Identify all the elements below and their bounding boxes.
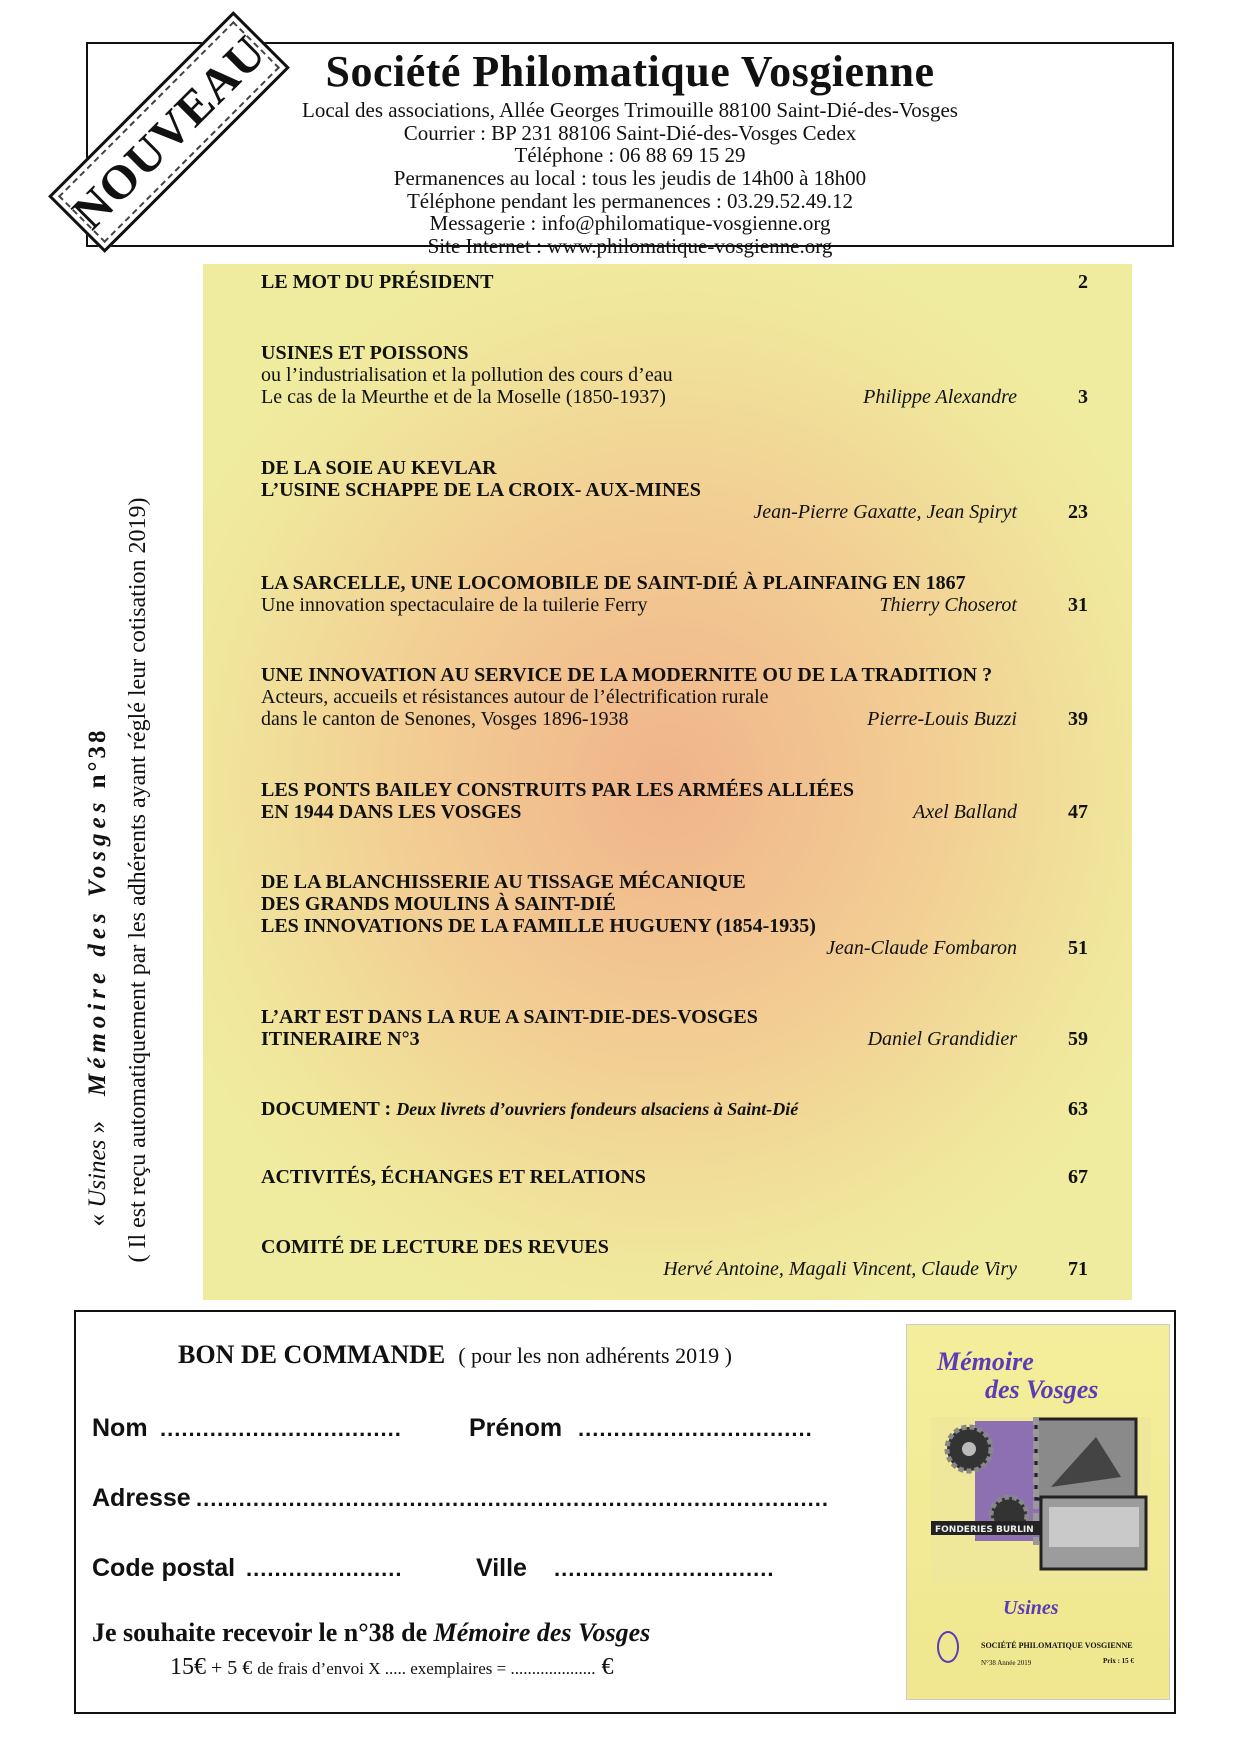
toc-title: DES GRANDS MOULINS À SAINT-DIÉ [261, 893, 616, 915]
toc-title: COMITÉ DE LECTURE DES REVUES [261, 1236, 609, 1258]
toc-subtitle: ou l’industrialisation et la pollution des cours d’eau [261, 364, 673, 386]
price-base: 15€ [170, 1654, 206, 1680]
magazine-cover [906, 1324, 1170, 1700]
prenom-label: Prénom [469, 1414, 563, 1442]
code-postal-field[interactable]: ...................... [246, 1556, 403, 1581]
toc-title: LA SARCELLE, UNE LOCOMOBILE DE SAINT-DIÉ À PLAINFAING EN 1867 [261, 572, 966, 594]
issue-number: n°38 [84, 727, 111, 798]
toc-subtitle: Deux livrets d’ouvriers fondeurs alsaciens à Saint-Dié [396, 1099, 799, 1119]
toc-title: DE LA SOIE AU KEVLAR [261, 457, 497, 479]
toc-title: EN 1944 DANS LES VOSGES [261, 801, 522, 823]
quote-close: » [84, 1120, 111, 1140]
toc-page-number: 63 [1068, 1098, 1088, 1120]
toc-page-number: 47 [1068, 801, 1088, 823]
nom-field[interactable]: .................................. [160, 1416, 402, 1441]
toc-author: Pierre-Louis Buzzi [867, 708, 1017, 730]
toc-title: UNE INNOVATION AU SERVICE DE LA MODERNITE OU DE LA TRADITION ? [261, 664, 993, 686]
journal-name: Mémoire des Vosges [84, 797, 111, 1096]
cover-banner: FONDERIES BURLIN [935, 1525, 1034, 1535]
email-line: Messagerie : info@philomatique-vosgienne.org [429, 211, 831, 235]
toc-page-number: 2 [1078, 271, 1088, 293]
toc-title: L’USINE SCHAPPE DE LA CROIX- AUX-MINES [261, 479, 701, 501]
nom-label: Nom [92, 1414, 148, 1442]
wish-journal: Mémoire des Vosges [433, 1618, 651, 1647]
toc-author: Daniel Grandidier [867, 1028, 1017, 1050]
website-line: Site Internet : www.philomatique-vosgienne.org [427, 234, 833, 258]
cover-illustration [931, 1417, 1151, 1582]
toc-author: Hervé Antoine, Magali Vincent, Claude Viry [663, 1258, 1017, 1280]
toc-page-number: 23 [1068, 501, 1088, 523]
prenom-field[interactable]: ................................. [578, 1416, 813, 1441]
hours-phone-line: Téléphone pendant les permanences : 03.29.52.49.12 [406, 189, 854, 213]
price-plus: + 5 € [206, 1657, 258, 1679]
code-postal-label: Code postal [92, 1554, 236, 1582]
toc-title: L’ART EST DANS LA RUE A SAINT-DIE-DES-VOSGES [261, 1006, 758, 1028]
stamp-label: NOUVEAU [61, 24, 277, 240]
toc-title: LES PONTS BAILEY CONSTRUITS PAR LES ARMÉES ALLIÉES [261, 779, 854, 801]
cover-title-2: des Vosges [985, 1375, 1099, 1404]
adresse-label: Adresse [92, 1484, 191, 1512]
order-form [74, 1310, 1176, 1714]
cover-publisher: SOCIÉTÉ PHILOMATIQUE VOSGIENNE [981, 1641, 1133, 1650]
toc-subtitle: Acteurs, accueils et résistances autour de l’électrification rurale [261, 686, 769, 708]
ville-label: Ville [476, 1554, 527, 1582]
address-line: Local des associations, Allée Georges Trimouille 88100 Saint-Dié-des-Vosges [302, 98, 958, 122]
toc-page-number: 3 [1078, 386, 1088, 408]
society-seal-icon [937, 1631, 959, 1663]
issue-vertical-title [78, 527, 118, 1427]
toc-page-number: 39 [1068, 708, 1088, 730]
order-title [178, 1340, 732, 1370]
toc-author: Philippe Alexandre [863, 386, 1017, 408]
toc-title: LE MOT DU PRÉSIDENT [261, 271, 494, 293]
society-title: Société Philomatique Vosgienne [325, 47, 935, 96]
toc-title: LES INNOVATIONS DE LA FAMILLE HUGUENY (1854-1935) [261, 915, 816, 937]
toc-author: Jean-Claude Fombaron [826, 937, 1017, 959]
toc-page-number: 71 [1068, 1258, 1088, 1280]
price-euro: € [595, 1654, 614, 1680]
toc-title: USINES ET POISSONS [261, 342, 469, 364]
cover-price: Prix : 15 € [1103, 1657, 1134, 1665]
toc-title: DOCUMENT : [261, 1098, 397, 1120]
toc-subtitle: Le cas de la Meurthe et de la Moselle (1850-1937) [261, 386, 666, 408]
wish-text: Je souhaite recevoir le n°38 de [92, 1618, 434, 1647]
toc-title: ACTIVITÉS, ÉCHANGES ET RELATIONS [261, 1166, 646, 1188]
toc-subtitle: Une innovation spectaculaire de la tuilerie Ferry [261, 594, 648, 616]
mail-line: Courrier : BP 231 88106 Saint-Dié-des-Vosges Cedex [403, 121, 857, 145]
cover-theme: Usines [1003, 1597, 1059, 1619]
quote-open: « [84, 1207, 111, 1227]
toc-page-number: 59 [1068, 1028, 1088, 1050]
order-title-note: ( pour les non adhérents 2019 ) [458, 1343, 732, 1368]
price-line [170, 1654, 613, 1681]
adresse-field[interactable]: ......................................................................................... [196, 1486, 829, 1511]
toc-title: DE LA BLANCHISSERIE AU TISSAGE MÉCANIQUE [261, 871, 746, 893]
toc-author: Axel Balland [913, 801, 1017, 823]
order-title-text: BON DE COMMANDE [178, 1340, 446, 1369]
toc-title: ITINERAIRE N°3 [261, 1028, 420, 1050]
ville-field[interactable]: ............................... [554, 1556, 775, 1581]
toc-subtitle: dans le canton de Senones, Vosges 1896-1938 [261, 708, 629, 730]
toc-author: Jean-Pierre Gaxatte, Jean Spiryt [753, 501, 1017, 523]
toc-author: Thierry Choserot [879, 594, 1017, 616]
issue-theme: Usines [84, 1139, 111, 1208]
order-wish [92, 1618, 650, 1648]
phone-line: Téléphone : 06 88 69 15 29 [514, 143, 746, 167]
toc-page-number: 51 [1068, 937, 1088, 959]
cover-issue: N°38 Année 2019 [981, 1659, 1032, 1667]
price-shipping[interactable]: de frais d’envoi X ..... exemplaires = .................... [257, 1659, 596, 1678]
toc-page-number: 31 [1068, 594, 1088, 616]
toc-page-number: 67 [1068, 1166, 1088, 1188]
cover-title-1: Mémoire [937, 1347, 1034, 1376]
hours-line: Permanences au local : tous les jeudis de 14h00 à 18h00 [393, 166, 867, 190]
membership-note: ( Il est reçu automatiquement par les adhérents ayant réglé leur cotisation 2019) [125, 497, 151, 1263]
